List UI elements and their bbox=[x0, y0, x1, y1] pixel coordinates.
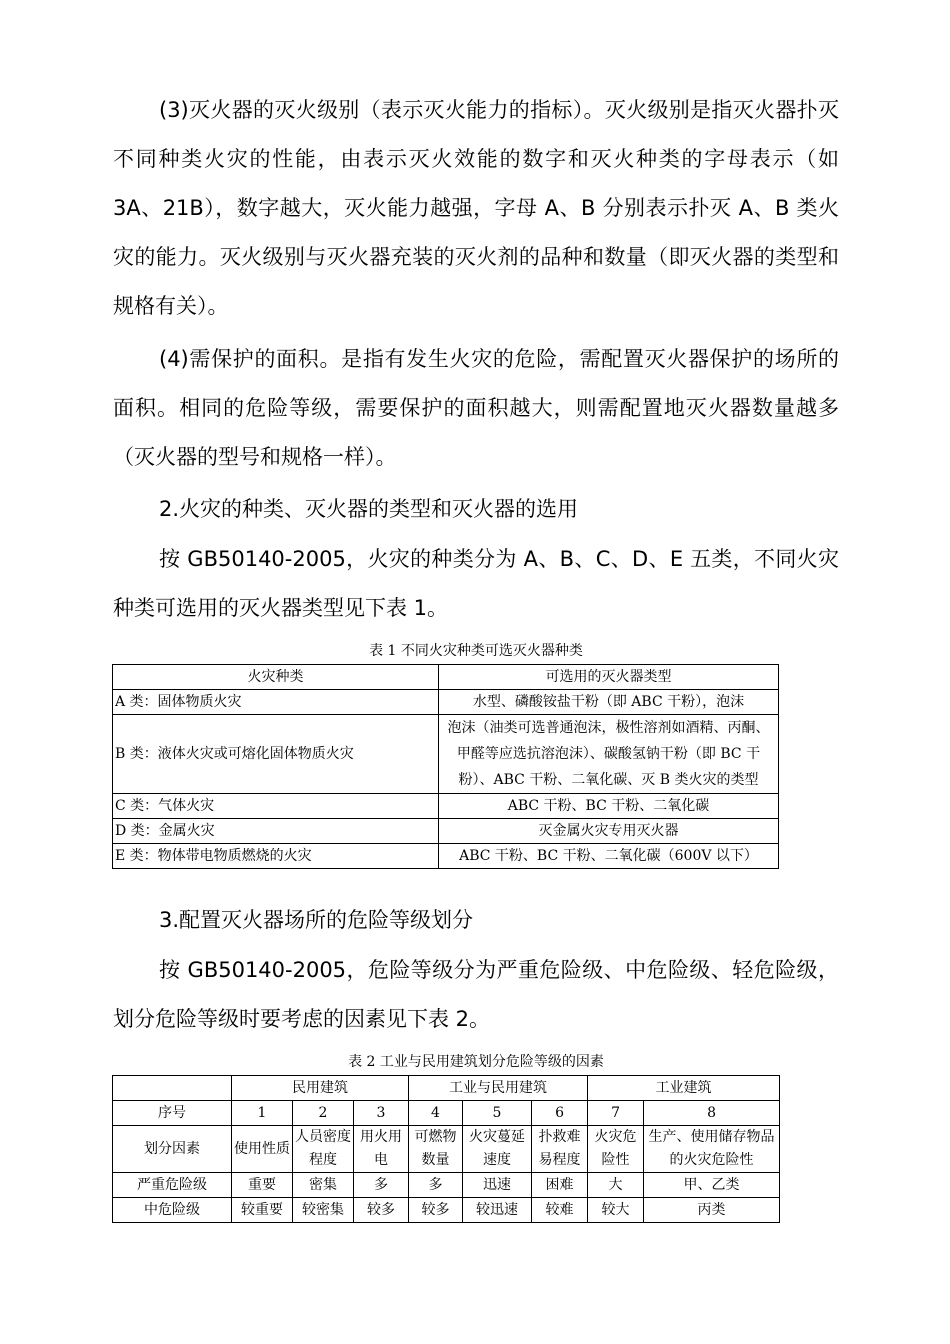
seq-cell: 6 bbox=[532, 1101, 588, 1126]
paragraph-fire-classes: 按 GB50140-2005，火灾的种类分为 A、B、C、D、E 五类，不同火灾种类可选用的灭火器类型见下表 1。 bbox=[113, 547, 839, 620]
table-cell: 密集 bbox=[293, 1173, 354, 1198]
extinguisher-type-cell: ABC 干粉、BC 干粉、二氧化碳（600V 以下） bbox=[439, 844, 779, 869]
table-cell: 较难 bbox=[532, 1198, 588, 1223]
table2-caption: 表 2 工业与民用建筑划分危险等级的因素 bbox=[348, 1054, 604, 1070]
extinguisher-type-cell: 泡沫（油类可选普通泡沫，极性溶剂如酒精、丙酮、甲醛等应选抗溶泡沫）、碳酸氢钠干粉（即 BC 干粉）、ABC 干粉、二氧化碳、灭 B 类火灾的类型 bbox=[439, 715, 779, 794]
table-cell: 较重要 bbox=[232, 1198, 293, 1223]
table-group-row bbox=[113, 1076, 780, 1101]
table-seq-row bbox=[113, 1101, 780, 1126]
paragraph-protected-area: (4)需保护的面积。是指有发生火灾的危险，需配置灭火器保护的场所的面积。相同的危险等级，需要保护的面积越大，则需配置地灭火器数量越多（灭火器的型号和规格一样）。 bbox=[113, 347, 839, 469]
hazard-factor-table bbox=[112, 1075, 780, 1223]
section-heading-hazard-levels: 3.配置灭火器场所的危险等级划分 bbox=[159, 908, 474, 932]
table-cell: 较密集 bbox=[293, 1198, 354, 1223]
table-cell: 多 bbox=[409, 1173, 463, 1198]
extinguisher-type-cell: ABC 干粉、BC 干粉、二氧化碳 bbox=[439, 794, 779, 819]
table-row bbox=[113, 715, 779, 794]
fire-type-cell: D 类：金属火灾 bbox=[113, 819, 439, 844]
paragraph-extinguishing-rating: (3)灭火器的灭火级别（表示灭火能力的指标）。灭火级别是指灭火器扑灭不同种类火灾的性能，由表示灭火效能的数字和灭火种类的字母表示（如 3A、21B），数字越大，灭火能力越强，字母 A、B 分别表示扑灭 A、B 类火灾的能力。灭火级别与灭火器充装的灭火剂的品种和数量（即灭火器的类型和规格有关）。 bbox=[113, 98, 839, 318]
blank-corner-cell bbox=[113, 1076, 232, 1101]
factor-cell: 用火用电 bbox=[354, 1126, 409, 1173]
group-header-cell: 民用建筑 bbox=[232, 1076, 409, 1101]
table-cell: 甲、乙类 bbox=[644, 1173, 780, 1198]
table-row bbox=[113, 794, 779, 819]
seq-cell: 8 bbox=[644, 1101, 780, 1126]
table-cell: 迅速 bbox=[463, 1173, 532, 1198]
hazard-level-cell: 严重危险级 bbox=[113, 1173, 232, 1198]
row-label-cell: 序号 bbox=[113, 1101, 232, 1126]
fire-type-cell: A 类：固体物质火灾 bbox=[113, 690, 439, 715]
row-label-cell: 划分因素 bbox=[113, 1126, 232, 1173]
factor-cell: 使用性质 bbox=[232, 1126, 293, 1173]
seq-cell: 2 bbox=[293, 1101, 354, 1126]
factor-cell: 生产、使用储存物品的火灾危险性 bbox=[644, 1126, 780, 1173]
table-cell: 丙类 bbox=[644, 1198, 780, 1223]
section-heading-fire-types: 2.火灾的种类、灭火器的类型和灭火器的选用 bbox=[159, 497, 579, 521]
factor-cell: 人员密度程度 bbox=[293, 1126, 354, 1173]
factor-cell: 可燃物数量 bbox=[409, 1126, 463, 1173]
table-row bbox=[113, 690, 779, 715]
table-cell: 多 bbox=[354, 1173, 409, 1198]
table-row bbox=[113, 819, 779, 844]
extinguisher-type-cell: 灭金属火灾专用灭火器 bbox=[439, 819, 779, 844]
table-row bbox=[113, 844, 779, 869]
table-cell: 重要 bbox=[232, 1173, 293, 1198]
group-header-cell: 工业建筑 bbox=[588, 1076, 780, 1101]
table-row bbox=[113, 1173, 780, 1198]
factor-cell: 火灾蔓延速度 bbox=[463, 1126, 532, 1173]
table-cell: 较多 bbox=[409, 1198, 463, 1223]
table-header-row bbox=[113, 665, 779, 690]
table-header-cell: 可选用的灭火器类型 bbox=[439, 665, 779, 690]
table-header-cell: 火灾种类 bbox=[113, 665, 439, 690]
table1-caption: 表 1 不同火灾种类可选灭火器种类 bbox=[369, 643, 583, 659]
seq-cell: 1 bbox=[232, 1101, 293, 1126]
hazard-level-cell: 中危险级 bbox=[113, 1198, 232, 1223]
factor-cell: 火灾危险性 bbox=[588, 1126, 644, 1173]
table-cell: 较迅速 bbox=[463, 1198, 532, 1223]
table-cell: 困难 bbox=[532, 1173, 588, 1198]
fire-type-table bbox=[112, 664, 779, 869]
table-cell: 较多 bbox=[354, 1198, 409, 1223]
table-cell: 较大 bbox=[588, 1198, 644, 1223]
group-header-cell: 工业与民用建筑 bbox=[409, 1076, 588, 1101]
table-cell: 大 bbox=[588, 1173, 644, 1198]
seq-cell: 3 bbox=[354, 1101, 409, 1126]
table-factor-row bbox=[113, 1126, 780, 1173]
seq-cell: 5 bbox=[463, 1101, 532, 1126]
fire-type-cell: E 类：物体带电物质燃烧的火灾 bbox=[113, 844, 439, 869]
fire-type-cell: C 类：气体火灾 bbox=[113, 794, 439, 819]
seq-cell: 4 bbox=[409, 1101, 463, 1126]
seq-cell: 7 bbox=[588, 1101, 644, 1126]
table-row bbox=[113, 1198, 780, 1223]
factor-cell: 扑救难易程度 bbox=[532, 1126, 588, 1173]
paragraph-hazard-classes: 按 GB50140-2005，危险等级分为严重危险级、中危险级、轻危险级，划分危险等级时要考虑的因素见下表 2。 bbox=[113, 958, 839, 1031]
fire-type-cell: B 类：液体火灾或可熔化固体物质火灾 bbox=[113, 715, 439, 794]
extinguisher-type-cell: 水型、磷酸铵盐干粉（即 ABC 干粉），泡沫 bbox=[439, 690, 779, 715]
